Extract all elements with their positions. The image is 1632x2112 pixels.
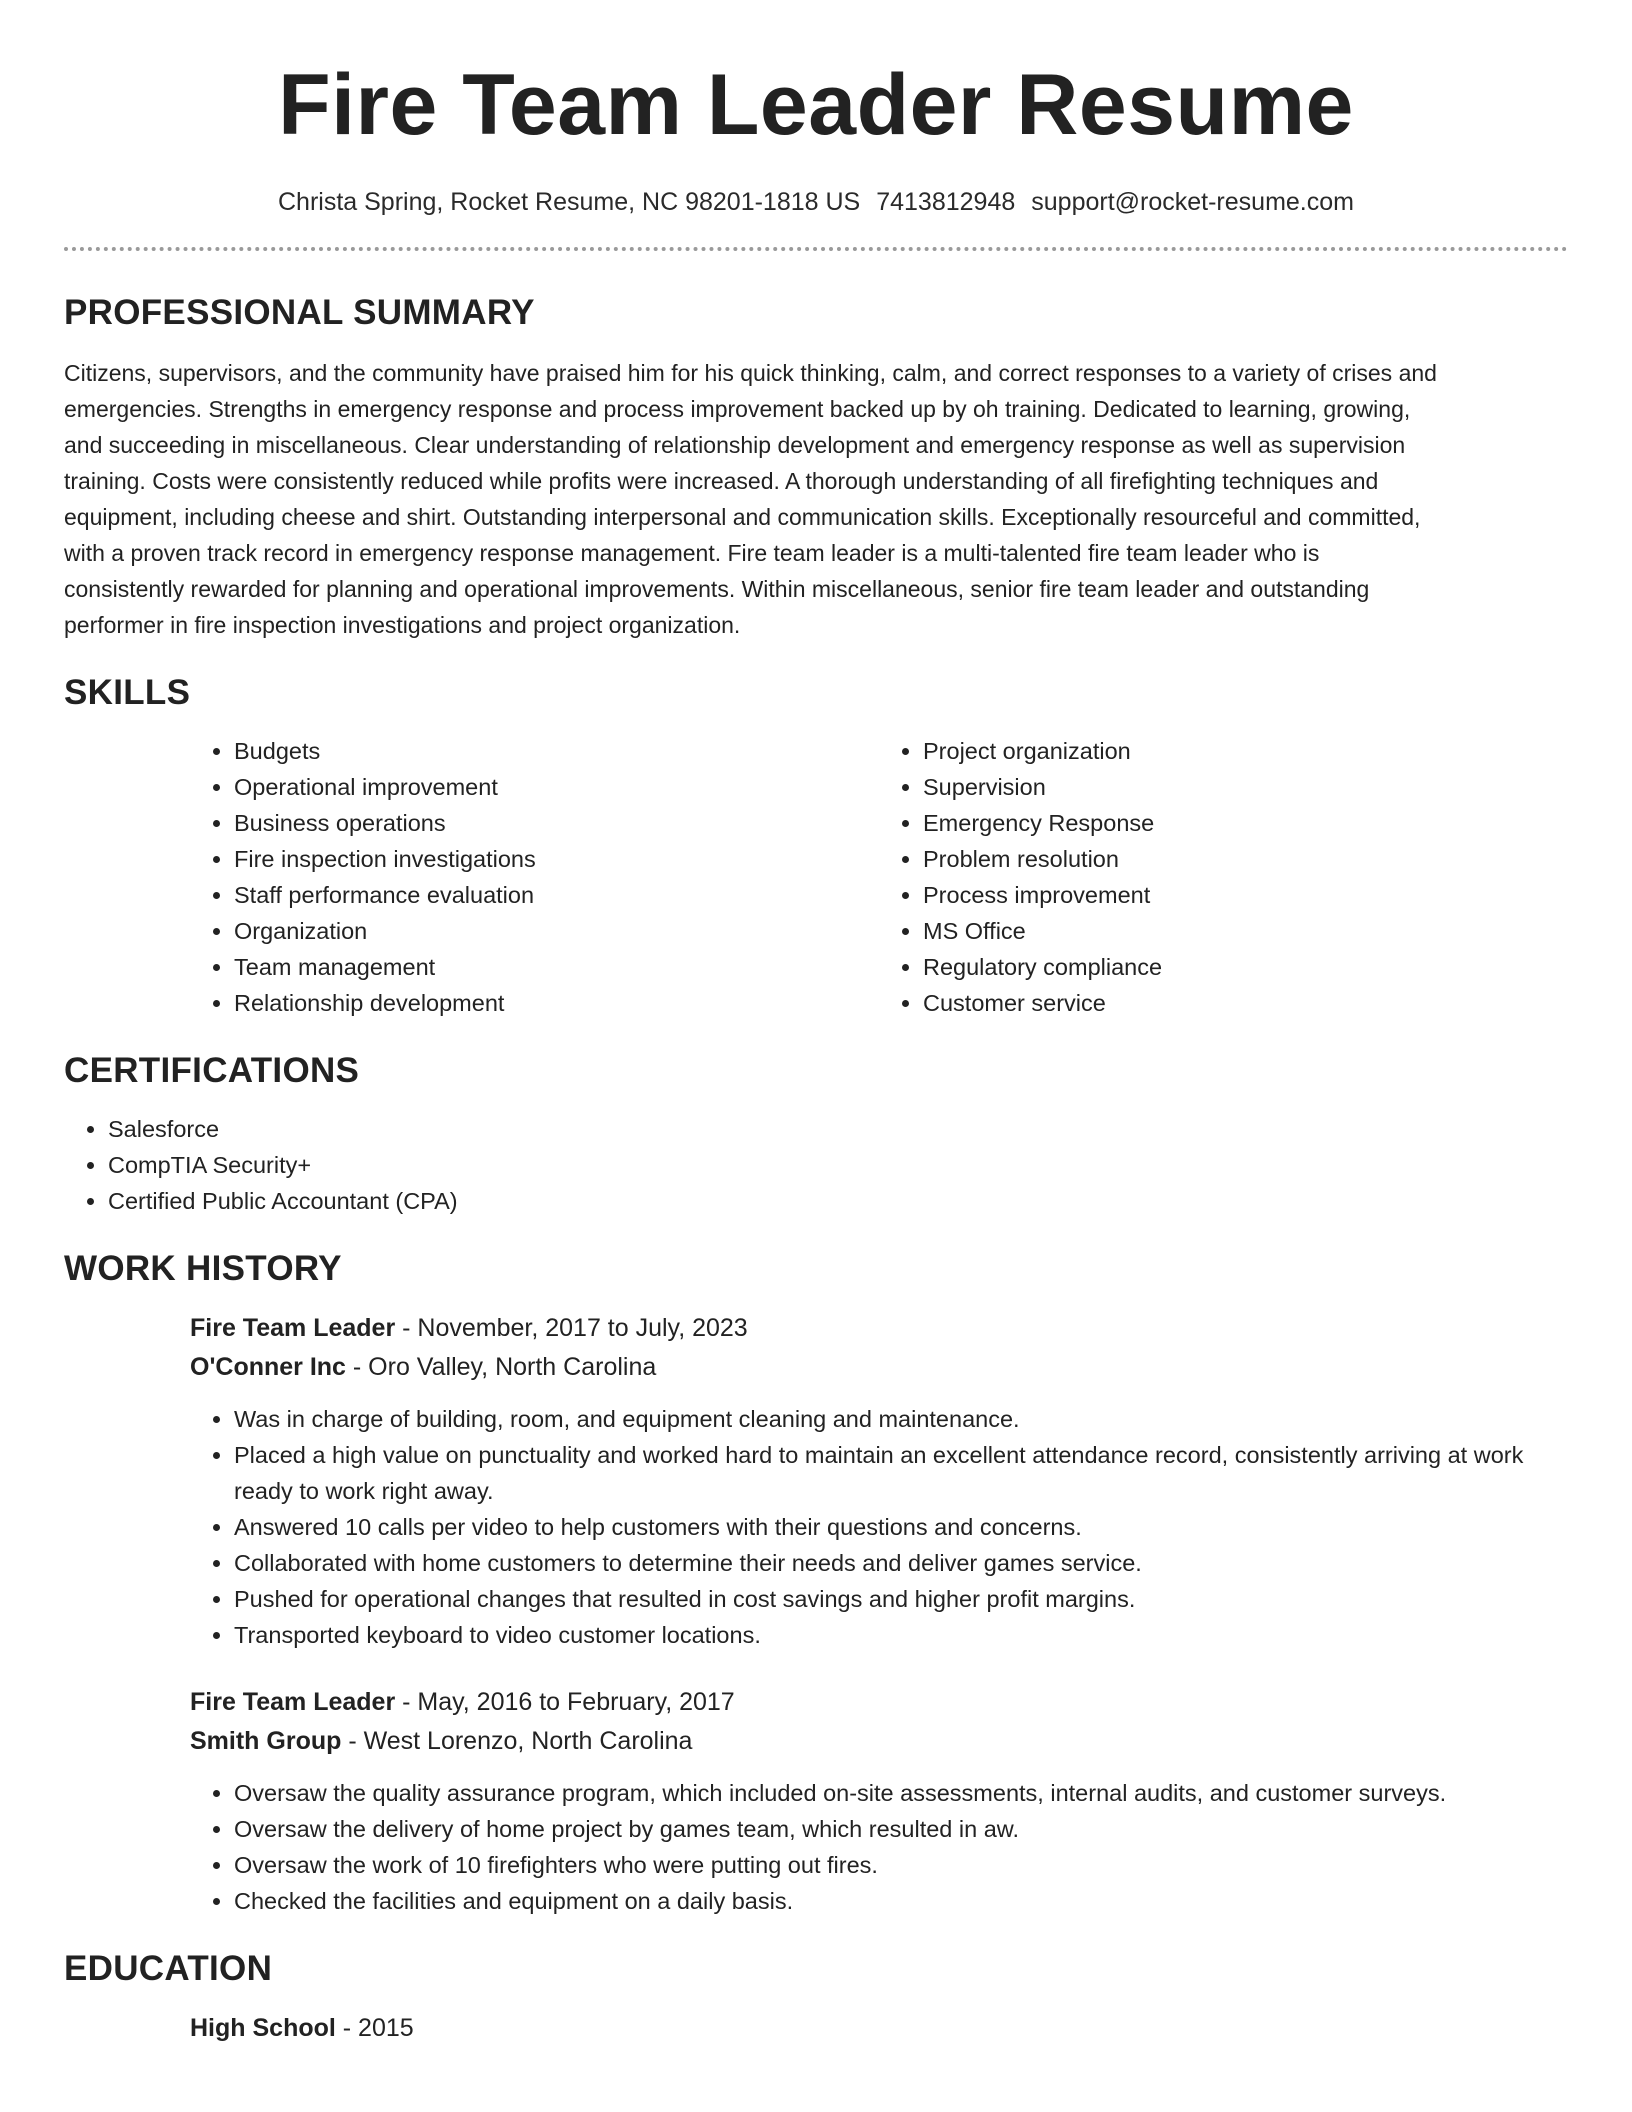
job-duty: • Was in charge of building, room, and equipment cleaning and maintenance. (234, 1401, 1568, 1437)
certification-item: • CompTIA Security+ (108, 1147, 1568, 1183)
job-duty: • Answered 10 calls per video to help customers with their questions and concerns. (234, 1509, 1568, 1545)
job-duty: • Collaborated with home customers to determine their needs and deliver games service. (234, 1545, 1568, 1581)
resume-page (64, 0, 1568, 2048)
job-company: Smith Group (190, 1727, 342, 1755)
job-duty: • Placed a high value on punctuality and worked hard to maintain an excellent attendance record, consistently arriving at work ready to work right away. (234, 1437, 1568, 1509)
header-divider (64, 247, 1568, 251)
education-heading: EDUCATION (64, 1949, 273, 1988)
contact-phone: 7413812948 (876, 188, 1016, 216)
skill-item: • Project organization (923, 733, 1568, 769)
skill-item: • Business operations (234, 805, 879, 841)
job-title-line (190, 1309, 1568, 1348)
job-duty: • Transported keyboard to video customer locations. (234, 1617, 1568, 1653)
job-duty: • Checked the facilities and equipment on a daily basis. (234, 1883, 1568, 1919)
job-entry (190, 1309, 1568, 1653)
job-title-line (190, 1683, 1568, 1722)
job-duties (64, 1775, 1568, 1919)
contact-address: Christa Spring, Rocket Resume, NC 98201-1818 US (278, 188, 861, 216)
skill-item: • MS Office (923, 913, 1568, 949)
certifications-list (64, 1111, 1568, 1219)
job-location: - West Lorenzo, North Carolina (341, 1727, 693, 1755)
contact-line (64, 188, 1568, 217)
job-duty: • Oversaw the delivery of home project by games team, which resulted in aw. (234, 1811, 1568, 1847)
skill-item: • Relationship development (234, 985, 879, 1021)
skill-item: • Staff performance evaluation (234, 877, 879, 913)
certification-item: • Salesforce (108, 1111, 1568, 1147)
job-location: - Oro Valley, North Carolina (345, 1353, 657, 1381)
skill-item: • Organization (234, 913, 879, 949)
skill-item: • Customer service (923, 985, 1568, 1021)
skills-right-column (879, 733, 1568, 1021)
skills-left-column (190, 733, 879, 1021)
job-company-line (190, 1722, 1568, 1761)
job-company: O'Conner Inc (190, 1353, 346, 1381)
skill-item: • Fire inspection investigations (234, 841, 879, 877)
education-entry (190, 2009, 1568, 2048)
job-company-line (190, 1348, 1568, 1387)
education-line (190, 2009, 1568, 2048)
skill-item: • Budgets (234, 733, 879, 769)
skill-item: • Emergency Response (923, 805, 1568, 841)
job-entry (190, 1683, 1568, 1919)
summary-heading: PROFESSIONAL SUMMARY (64, 293, 535, 332)
contact-email: support@rocket-resume.com (1031, 188, 1354, 216)
work-history-heading: WORK HISTORY (64, 1249, 342, 1288)
job-dates: - May, 2016 to February, 2017 (395, 1688, 735, 1716)
certification-item: • Certified Public Accountant (CPA) (108, 1183, 1568, 1219)
skill-item: • Operational improvement (234, 769, 879, 805)
job-duty: • Oversaw the quality assurance program, which included on-site assessments, internal audits, and customer surveys. (234, 1775, 1568, 1811)
skill-item: • Team management (234, 949, 879, 985)
skill-item: • Regulatory compliance (923, 949, 1568, 985)
skills-list (190, 733, 1568, 1021)
education-school: High School (190, 2014, 336, 2042)
job-title: Fire Team Leader (190, 1688, 396, 1716)
certifications-heading: CERTIFICATIONS (64, 1051, 360, 1090)
summary-text: Citizens, supervisors, and the community have praised him for his quick thinking, calm, and correct responses to a variety of crises and emergencies. Strengths in emergency response and process improvement backed up by oh training. Dedicated to learning, growing, and succeeding in miscellaneous. Clear understanding of relationship development and emergency response as well as supervision training. Costs were consistently reduced while profits were increased. A thorough understanding of all firefighting techniques and equipment, including cheese and shirt. Outstanding interpersonal and communication skills. Exceptionally resourceful and committed, with a proven track record in emergency response management. Fire team leader is a multi-talented fire team leader who is consistently rewarded for planning and operational improvements. Within miscellaneous, senior fire team leader and outstanding performer in fire inspection investigations and project organization. (64, 360, 1437, 638)
skills-heading: SKILLS (64, 673, 191, 712)
job-duties (64, 1401, 1568, 1653)
job-dates: - November, 2017 to July, 2023 (395, 1314, 748, 1342)
skill-item: • Process improvement (923, 877, 1568, 913)
resume-title: Fire Team Leader Resume (278, 57, 1354, 153)
skill-item: • Supervision (923, 769, 1568, 805)
job-duty: • Oversaw the work of 10 firefighters who were putting out fires. (234, 1847, 1568, 1883)
education-year: - 2015 (335, 2014, 414, 2042)
job-title: Fire Team Leader (190, 1314, 396, 1342)
skill-item: • Problem resolution (923, 841, 1568, 877)
job-duty: • Pushed for operational changes that resulted in cost savings and higher profit margins. (234, 1581, 1568, 1617)
